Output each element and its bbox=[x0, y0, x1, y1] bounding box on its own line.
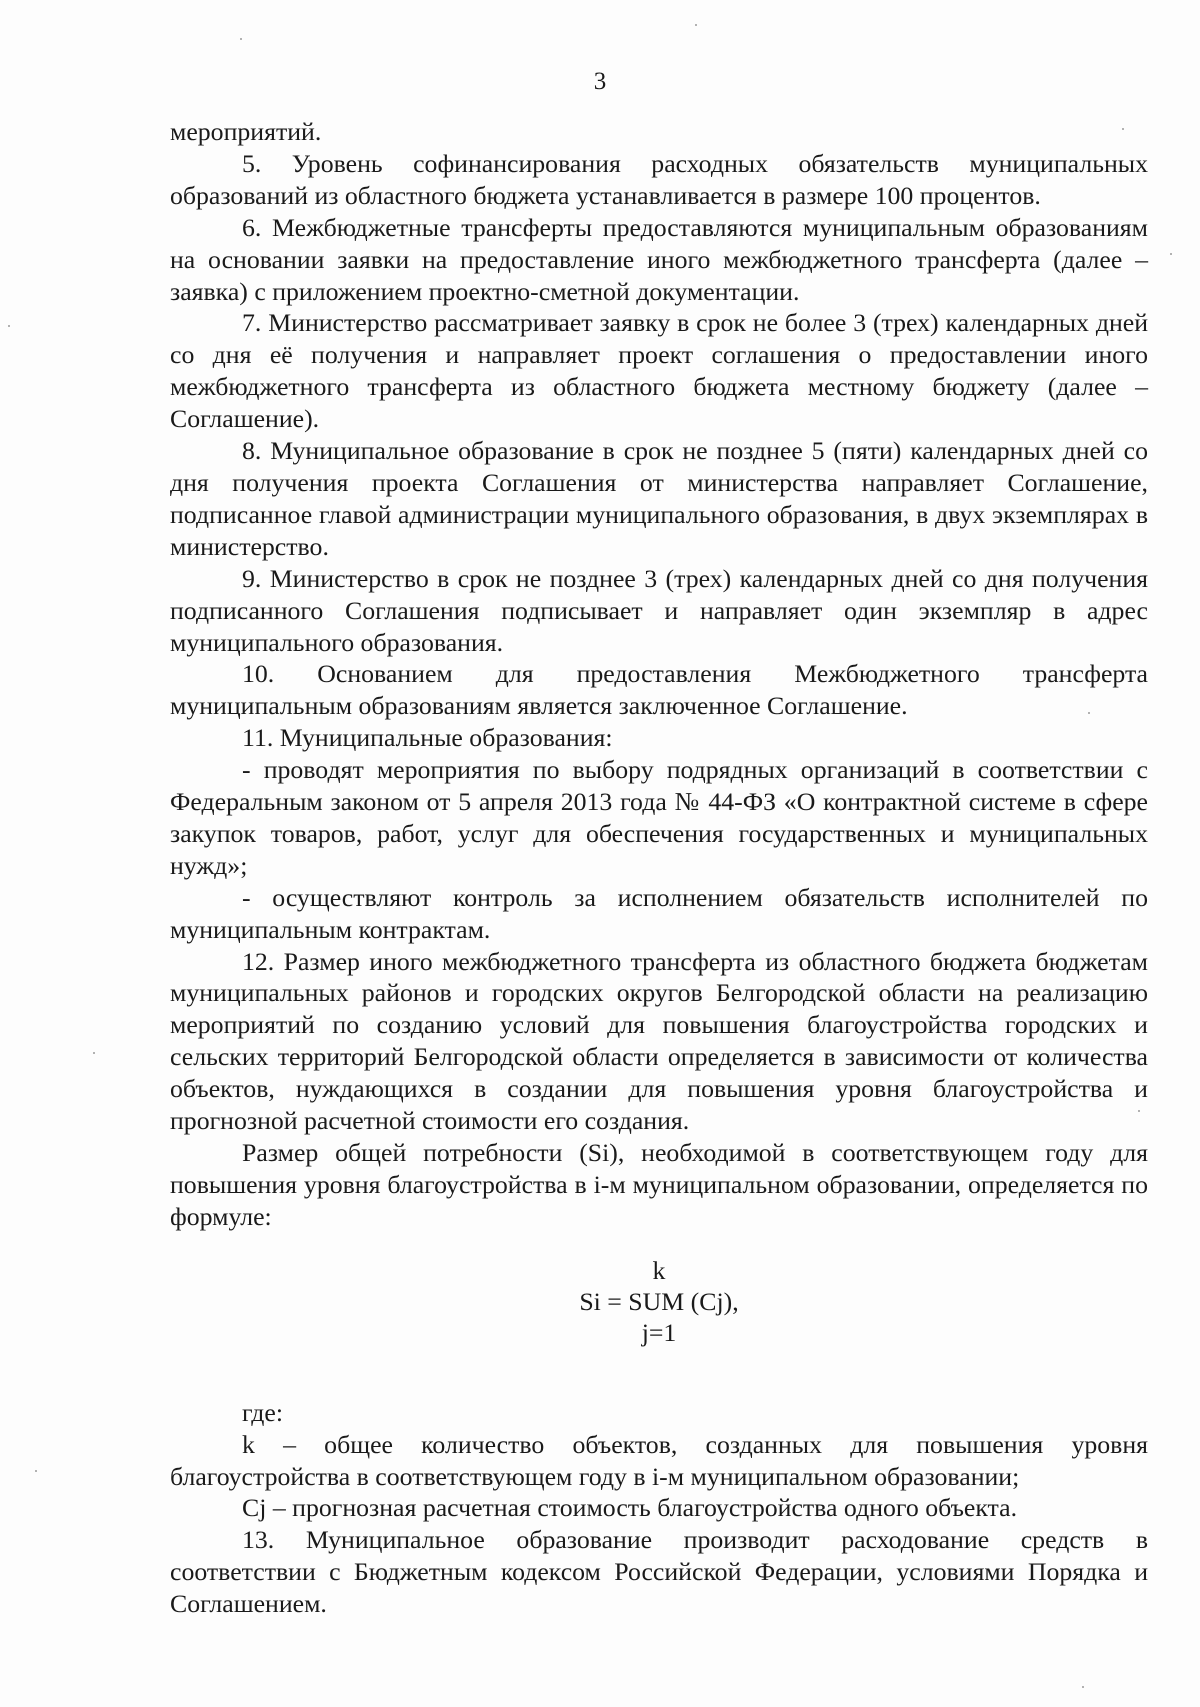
paragraph-item-12: 12. Размер иного межбюджетного трансферта из областного бюджета бюджетам муниципальных районов и городских округов Белгородской области на реализацию мероприятий по созданию условий для повышения благоустройства городских и сельских территорий Белгородской области определяется в зависимости от количества объектов, нуждающихся в создании для повышения уровня благоустройства и прогнозной расчетной стоимости его создания. bbox=[170, 946, 1148, 1136]
scan-speck bbox=[240, 38, 242, 40]
scan-speck bbox=[1138, 1110, 1140, 1112]
formula-upper-limit: k bbox=[652, 1255, 666, 1285]
paragraph-item-11-bullet-1: - проводят мероприятия по выбору подрядных организаций в соответствии с Федеральным законом от 5 апреля 2013 года № 44-ФЗ «О контрактной системе в сфере закупок товаров, работ, услуг для обеспечения государственных и муниципальных нужд»; bbox=[170, 755, 1148, 880]
sum-formula bbox=[170, 1255, 1148, 1397]
paragraph-formula-intro: Размер общей потребности (Si), необходимой в соответствующем году для повышения уровня благоустройства в i-м муниципальном образовании, определяется по формуле: bbox=[170, 1138, 1148, 1231]
where-label: где: bbox=[242, 1397, 284, 1427]
paragraph-item-6: 6. Межбюджетные трансферты предоставляются муниципальным образованиям на основании заявки на предоставление иного межбюджетного трансферта (далее – заявка) с приложением проектно-сметной документации. bbox=[170, 212, 1148, 306]
page-number: 3 bbox=[593, 68, 607, 95]
paragraph-item-5: 5. Уровень софинансирования расходных обязательств муниципальных образований из областного бюджета устанавливается в размере 100 процентов. bbox=[170, 148, 1148, 210]
scan-speck bbox=[1170, 253, 1172, 255]
scan-speck bbox=[1122, 128, 1124, 130]
scan-speck bbox=[1088, 712, 1090, 714]
formula-expression: Si = SUM (Cj), bbox=[579, 1286, 739, 1316]
paragraph-item-9: 9. Министерство в срок не позднее 3 (трех) календарных дней со дня получения подписанного Соглашения подписывает и направляет один экземпляр в адрес муниципального образования. bbox=[170, 563, 1148, 657]
scan-speck bbox=[695, 24, 697, 26]
formula-lower-limit: j=1 bbox=[641, 1317, 677, 1347]
paragraph-item-8: 8. Муниципальное образование в срок не позднее 5 (пяти) календарных дней со дня получения проекта Соглашения от министерства направляет Соглашение, подписанное главой администрации муниципального образования, в двух экземплярах в министерство. bbox=[170, 436, 1148, 561]
paragraph-continuation: мероприятий. bbox=[170, 117, 322, 146]
definition-cj: Cj – прогнозная расчетная стоимость благоустройства одного объекта. bbox=[242, 1493, 1018, 1523]
scan-speck bbox=[35, 1470, 37, 1472]
scan-speck bbox=[1082, 1686, 1084, 1688]
scan-speck bbox=[8, 325, 10, 327]
definition-k: k – общее количество объектов, созданных для повышения уровня благоустройства в соответствующем году в i-м муниципальном образовании; bbox=[170, 1429, 1148, 1491]
paragraph-item-13: 13. Муниципальное образование производит расходование средств в соответствии с Бюджетным кодексом Российской Федерации, условиями Порядка и Соглашением. bbox=[170, 1525, 1148, 1619]
paragraph-item-11: 11. Муниципальные образования: bbox=[242, 723, 613, 753]
scan-speck bbox=[93, 1052, 95, 1054]
paragraph-item-11-bullet-2: - осуществляют контроль за исполнением обязательств исполнителей по муниципальным контрактам. bbox=[170, 882, 1148, 944]
paragraph-item-7: 7. Министерство рассматривает заявку в срок не более 3 (трех) календарных дней со дня её получения и направляет проект соглашения о предоставлении иного межбюджетного трансферта из областного бюджета местному бюджету (далее – Соглашение). bbox=[170, 308, 1148, 434]
document-body bbox=[170, 116, 1148, 1620]
paragraph-item-10: 10. Основанием для предоставления Межбюджетного трансферта муниципальным образованиям является заключенное Соглашение. bbox=[170, 659, 1148, 721]
